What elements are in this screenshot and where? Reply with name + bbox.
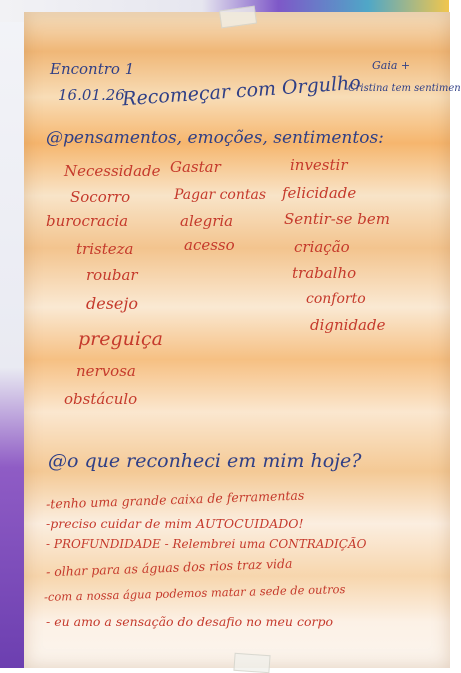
reflection-item-6: - eu amo a sensação do desafio no meu corpo <box>46 614 333 629</box>
word-tristeza: tristeza <box>76 240 134 258</box>
tape-bottom <box>233 653 270 673</box>
word-conforto: conforto <box>306 291 366 307</box>
background-left <box>0 0 26 668</box>
word-roubar: roubar <box>86 266 138 284</box>
encontro-label: Encontro 1 <box>50 60 135 78</box>
date-label: 16.01.26 <box>58 86 125 104</box>
reflection-item-1: -tenho uma grande caixa de ferramentas <box>45 487 305 512</box>
page-title: Recomeçar com Orgulho <box>121 71 362 111</box>
word-investir: investir <box>290 156 348 174</box>
word-obstaculo: obstáculo <box>64 390 138 408</box>
author-subtitle: Cristina tem sentimen <box>348 83 461 94</box>
reflection-item-4: - olhar para as águas dos rios traz vida <box>45 555 293 580</box>
word-nervosa: nervosa <box>76 362 136 380</box>
reflection-item-3: - PROFUNDIDADE - Relembrei uma CONTRADIÇÃO <box>46 537 367 551</box>
word-dignidade: dignidade <box>310 316 386 334</box>
section1-question: @pensamentos, emoções, sentimentos: <box>46 128 384 148</box>
paper-sheet <box>24 12 461 668</box>
word-desejo: desejo <box>86 294 138 313</box>
word-trabalho: trabalho <box>292 264 357 282</box>
word-alegria: alegria <box>180 212 234 230</box>
word-necessidade: Necessidade <box>64 162 161 180</box>
word-preguica: preguiça <box>78 328 163 350</box>
section2-question: @o que reconheci em mim hoje? <box>48 450 362 472</box>
word-felicidade: felicidade <box>282 184 357 202</box>
word-criacao: criação <box>294 238 350 256</box>
word-pagar-contas: Pagar contas <box>174 187 267 203</box>
author-label: Gaia + <box>372 59 411 72</box>
word-sentir-se-bem: Sentir-se bem <box>284 210 390 228</box>
reflection-item-5: -com a nossa água podemos matar a sede de outros <box>43 582 346 604</box>
word-gastar: Gastar <box>170 158 221 176</box>
word-burocracia: burocracia <box>46 212 129 230</box>
word-socorro: Socorro <box>70 188 131 206</box>
tape-top <box>219 6 257 29</box>
word-acesso: acesso <box>184 236 235 254</box>
reflection-item-2: -preciso cuidar de mim AUTOCUIDADO! <box>46 516 304 531</box>
